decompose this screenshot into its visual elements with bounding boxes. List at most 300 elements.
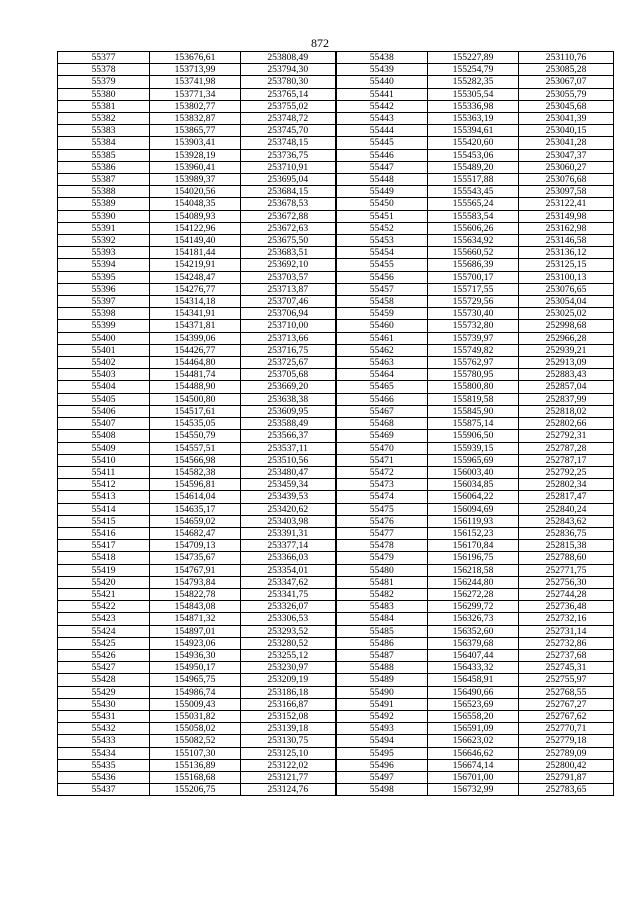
table-row (58, 405, 614, 417)
x-coordinate-right-cell: 156732,99 (428, 784, 519, 796)
y-coordinate-left-cell: 253377,14 (241, 540, 336, 552)
point-number-left-cell: 55395 (58, 271, 150, 283)
table-row (58, 710, 614, 722)
x-coordinate-right-cell: 155420,60 (428, 137, 519, 149)
table-row (58, 454, 614, 466)
table-row (58, 125, 614, 137)
y-coordinate-right-cell: 252783,65 (519, 784, 614, 796)
y-coordinate-right-cell: 252800,42 (519, 759, 614, 771)
point-number-left-cell: 55387 (58, 174, 150, 186)
table-row (58, 283, 614, 295)
x-coordinate-right-cell: 156094,69 (428, 503, 519, 515)
table-row (58, 235, 614, 247)
table-row (58, 210, 614, 222)
y-coordinate-right-cell: 252771,75 (519, 564, 614, 576)
point-number-right-cell: 55468 (336, 418, 428, 430)
y-coordinate-left-cell: 253755,02 (241, 100, 336, 112)
x-coordinate-left-cell: 154843,08 (150, 601, 241, 613)
y-coordinate-right-cell: 253122,41 (519, 198, 614, 210)
point-number-right-cell: 55489 (336, 674, 428, 686)
point-number-right-cell: 55475 (336, 503, 428, 515)
table-row (58, 186, 614, 198)
x-coordinate-right-cell: 155939,15 (428, 442, 519, 454)
point-number-left-cell: 55399 (58, 320, 150, 332)
y-coordinate-right-cell: 253149,98 (519, 210, 614, 222)
x-coordinate-right-cell: 155634,92 (428, 235, 519, 247)
coordinates-table-body (58, 52, 614, 796)
x-coordinate-left-cell: 155168,68 (150, 771, 241, 783)
point-number-right-cell: 55494 (336, 735, 428, 747)
table-row (58, 88, 614, 100)
x-coordinate-left-cell: 154822,78 (150, 588, 241, 600)
x-coordinate-right-cell: 156244,80 (428, 576, 519, 588)
y-coordinate-right-cell: 252817,47 (519, 491, 614, 503)
point-number-left-cell: 55420 (58, 576, 150, 588)
x-coordinate-right-cell: 155282,35 (428, 76, 519, 88)
x-coordinate-right-cell: 155749,82 (428, 344, 519, 356)
table-row (58, 161, 614, 173)
x-coordinate-left-cell: 153676,61 (150, 52, 241, 64)
coordinates-table (57, 51, 614, 796)
point-number-left-cell: 55394 (58, 259, 150, 271)
x-coordinate-left-cell: 154614,04 (150, 491, 241, 503)
table-row (58, 637, 614, 649)
y-coordinate-right-cell: 253055,79 (519, 88, 614, 100)
table-row (58, 174, 614, 186)
point-number-right-cell: 55478 (336, 540, 428, 552)
y-coordinate-right-cell: 253136,12 (519, 247, 614, 259)
point-number-left-cell: 55416 (58, 527, 150, 539)
x-coordinate-right-cell: 155565,24 (428, 198, 519, 210)
x-coordinate-right-cell: 155717,55 (428, 283, 519, 295)
x-coordinate-right-cell: 156152,23 (428, 527, 519, 539)
point-number-left-cell: 55429 (58, 686, 150, 698)
table-row (58, 442, 614, 454)
x-coordinate-right-cell: 156458,91 (428, 674, 519, 686)
y-coordinate-left-cell: 253420,62 (241, 503, 336, 515)
y-coordinate-right-cell: 252836,75 (519, 527, 614, 539)
x-coordinate-left-cell: 153741,98 (150, 76, 241, 88)
y-coordinate-left-cell: 253695,04 (241, 174, 336, 186)
x-coordinate-right-cell: 155780,95 (428, 369, 519, 381)
point-number-left-cell: 55392 (58, 235, 150, 247)
point-number-right-cell: 55449 (336, 186, 428, 198)
x-coordinate-right-cell: 155729,56 (428, 296, 519, 308)
point-number-right-cell: 55442 (336, 100, 428, 112)
point-number-right-cell: 55497 (336, 771, 428, 783)
y-coordinate-right-cell: 252767,62 (519, 710, 614, 722)
point-number-left-cell: 55386 (58, 161, 150, 173)
point-number-right-cell: 55464 (336, 369, 428, 381)
point-number-right-cell: 55446 (336, 149, 428, 161)
y-coordinate-left-cell: 253121,77 (241, 771, 336, 783)
y-coordinate-right-cell: 252787,28 (519, 442, 614, 454)
y-coordinate-left-cell: 253678,53 (241, 198, 336, 210)
y-coordinate-left-cell: 253166,87 (241, 698, 336, 710)
point-number-right-cell: 55488 (336, 662, 428, 674)
y-coordinate-left-cell: 253125,10 (241, 747, 336, 759)
y-coordinate-right-cell: 252732,86 (519, 637, 614, 649)
y-coordinate-right-cell: 252802,34 (519, 479, 614, 491)
x-coordinate-left-cell: 154276,77 (150, 283, 241, 295)
x-coordinate-right-cell: 155489,20 (428, 161, 519, 173)
x-coordinate-right-cell: 156326,73 (428, 613, 519, 625)
y-coordinate-left-cell: 253537,11 (241, 442, 336, 454)
x-coordinate-left-cell: 154596,81 (150, 479, 241, 491)
point-number-left-cell: 55412 (58, 479, 150, 491)
x-coordinate-right-cell: 155906,50 (428, 430, 519, 442)
y-coordinate-right-cell: 252837,99 (519, 393, 614, 405)
point-number-right-cell: 55486 (336, 637, 428, 649)
y-coordinate-right-cell: 252788,60 (519, 552, 614, 564)
y-coordinate-left-cell: 253745,70 (241, 125, 336, 137)
y-coordinate-right-cell: 253076,65 (519, 283, 614, 295)
y-coordinate-right-cell: 253125,15 (519, 259, 614, 271)
x-coordinate-right-cell: 156218,58 (428, 564, 519, 576)
x-coordinate-left-cell: 154986,74 (150, 686, 241, 698)
point-number-right-cell: 55467 (336, 405, 428, 417)
y-coordinate-right-cell: 252767,27 (519, 698, 614, 710)
y-coordinate-left-cell: 253705,68 (241, 369, 336, 381)
point-number-right-cell: 55491 (336, 698, 428, 710)
x-coordinate-left-cell: 154950,17 (150, 662, 241, 674)
y-coordinate-left-cell: 253707,46 (241, 296, 336, 308)
y-coordinate-right-cell: 252802,66 (519, 418, 614, 430)
point-number-right-cell: 55483 (336, 601, 428, 613)
x-coordinate-left-cell: 154735,67 (150, 552, 241, 564)
point-number-left-cell: 55377 (58, 52, 150, 64)
point-number-right-cell: 55498 (336, 784, 428, 796)
point-number-left-cell: 55435 (58, 759, 150, 771)
y-coordinate-left-cell: 253293,52 (241, 625, 336, 637)
point-number-right-cell: 55480 (336, 564, 428, 576)
y-coordinate-left-cell: 253152,08 (241, 710, 336, 722)
y-coordinate-left-cell: 253609,95 (241, 405, 336, 417)
point-number-right-cell: 55496 (336, 759, 428, 771)
y-coordinate-right-cell: 252745,31 (519, 662, 614, 674)
point-number-left-cell: 55408 (58, 430, 150, 442)
y-coordinate-left-cell: 253713,66 (241, 332, 336, 344)
table-row (58, 393, 614, 405)
y-coordinate-right-cell: 253054,04 (519, 296, 614, 308)
x-coordinate-right-cell: 156196,75 (428, 552, 519, 564)
point-number-right-cell: 55460 (336, 320, 428, 332)
point-number-right-cell: 55448 (336, 174, 428, 186)
point-number-left-cell: 55379 (58, 76, 150, 88)
table-row (58, 247, 614, 259)
y-coordinate-right-cell: 253110,76 (519, 52, 614, 64)
point-number-left-cell: 55406 (58, 405, 150, 417)
y-coordinate-right-cell: 253041,39 (519, 113, 614, 125)
y-coordinate-right-cell: 252792,25 (519, 466, 614, 478)
x-coordinate-right-cell: 156433,32 (428, 662, 519, 674)
x-coordinate-left-cell: 154020,56 (150, 186, 241, 198)
y-coordinate-right-cell: 252744,28 (519, 588, 614, 600)
y-coordinate-left-cell: 253710,00 (241, 320, 336, 332)
x-coordinate-right-cell: 155686,39 (428, 259, 519, 271)
x-coordinate-right-cell: 155363,19 (428, 113, 519, 125)
x-coordinate-right-cell: 155730,40 (428, 308, 519, 320)
x-coordinate-left-cell: 155082,52 (150, 735, 241, 747)
point-number-right-cell: 55447 (336, 161, 428, 173)
point-number-right-cell: 55445 (336, 137, 428, 149)
table-row (58, 113, 614, 125)
point-number-right-cell: 55490 (336, 686, 428, 698)
x-coordinate-left-cell: 154635,17 (150, 503, 241, 515)
point-number-left-cell: 55400 (58, 332, 150, 344)
y-coordinate-left-cell: 253510,56 (241, 454, 336, 466)
table-row (58, 747, 614, 759)
y-coordinate-right-cell: 253162,98 (519, 222, 614, 234)
x-coordinate-right-cell: 156272,28 (428, 588, 519, 600)
y-coordinate-left-cell: 253672,88 (241, 210, 336, 222)
x-coordinate-left-cell: 154566,98 (150, 454, 241, 466)
x-coordinate-right-cell: 155517,88 (428, 174, 519, 186)
y-coordinate-right-cell: 252939,21 (519, 344, 614, 356)
table-row (58, 698, 614, 710)
table-row (58, 771, 614, 783)
x-coordinate-right-cell: 156352,60 (428, 625, 519, 637)
table-row (58, 259, 614, 271)
point-number-left-cell: 55380 (58, 88, 150, 100)
y-coordinate-left-cell: 253794,30 (241, 64, 336, 76)
y-coordinate-right-cell: 252792,31 (519, 430, 614, 442)
y-coordinate-left-cell: 253710,91 (241, 161, 336, 173)
y-coordinate-right-cell: 252768,55 (519, 686, 614, 698)
point-number-right-cell: 55454 (336, 247, 428, 259)
y-coordinate-left-cell: 253808,49 (241, 52, 336, 64)
point-number-right-cell: 55474 (336, 491, 428, 503)
x-coordinate-right-cell: 156379,68 (428, 637, 519, 649)
point-number-right-cell: 55438 (336, 52, 428, 64)
x-coordinate-left-cell: 155136,89 (150, 759, 241, 771)
table-row (58, 735, 614, 747)
point-number-right-cell: 55473 (336, 479, 428, 491)
y-coordinate-left-cell: 253748,72 (241, 113, 336, 125)
table-row (58, 588, 614, 600)
point-number-right-cell: 55492 (336, 710, 428, 722)
y-coordinate-left-cell: 253566,37 (241, 430, 336, 442)
point-number-left-cell: 55433 (58, 735, 150, 747)
y-coordinate-right-cell: 252755,97 (519, 674, 614, 686)
point-number-left-cell: 55388 (58, 186, 150, 198)
point-number-left-cell: 55396 (58, 283, 150, 295)
point-number-right-cell: 55466 (336, 393, 428, 405)
point-number-left-cell: 55391 (58, 222, 150, 234)
table-row (58, 552, 614, 564)
point-number-left-cell: 55401 (58, 344, 150, 356)
y-coordinate-left-cell: 253675,50 (241, 235, 336, 247)
x-coordinate-left-cell: 153960,41 (150, 161, 241, 173)
point-number-left-cell: 55419 (58, 564, 150, 576)
point-number-right-cell: 55463 (336, 357, 428, 369)
point-number-right-cell: 55459 (336, 308, 428, 320)
table-row (58, 674, 614, 686)
x-coordinate-right-cell: 155660,52 (428, 247, 519, 259)
table-row (58, 308, 614, 320)
point-number-left-cell: 55434 (58, 747, 150, 759)
point-number-right-cell: 55451 (336, 210, 428, 222)
point-number-left-cell: 55414 (58, 503, 150, 515)
y-coordinate-left-cell: 253692,10 (241, 259, 336, 271)
point-number-left-cell: 55381 (58, 100, 150, 112)
point-number-right-cell: 55465 (336, 381, 428, 393)
point-number-left-cell: 55425 (58, 637, 150, 649)
y-coordinate-left-cell: 253439,53 (241, 491, 336, 503)
point-number-left-cell: 55421 (58, 588, 150, 600)
x-coordinate-right-cell: 155819,58 (428, 393, 519, 405)
point-number-right-cell: 55444 (336, 125, 428, 137)
x-coordinate-right-cell: 156523,69 (428, 698, 519, 710)
table-row (58, 466, 614, 478)
point-number-right-cell: 55493 (336, 723, 428, 735)
y-coordinate-right-cell: 252737,68 (519, 649, 614, 661)
table-row (58, 491, 614, 503)
y-coordinate-right-cell: 253100,13 (519, 271, 614, 283)
y-coordinate-right-cell: 252857,04 (519, 381, 614, 393)
point-number-right-cell: 55477 (336, 527, 428, 539)
point-number-left-cell: 55382 (58, 113, 150, 125)
x-coordinate-left-cell: 153713,99 (150, 64, 241, 76)
point-number-right-cell: 55457 (336, 283, 428, 295)
y-coordinate-right-cell: 252736,48 (519, 601, 614, 613)
y-coordinate-right-cell: 252998,68 (519, 320, 614, 332)
y-coordinate-left-cell: 253403,98 (241, 515, 336, 527)
x-coordinate-right-cell: 155227,89 (428, 52, 519, 64)
x-coordinate-left-cell: 154341,91 (150, 308, 241, 320)
x-coordinate-right-cell: 155762,97 (428, 357, 519, 369)
y-coordinate-left-cell: 253669,20 (241, 381, 336, 393)
x-coordinate-left-cell: 155031,82 (150, 710, 241, 722)
table-row (58, 527, 614, 539)
x-coordinate-left-cell: 153865,77 (150, 125, 241, 137)
y-coordinate-left-cell: 253748,15 (241, 137, 336, 149)
y-coordinate-left-cell: 253124,76 (241, 784, 336, 796)
x-coordinate-left-cell: 154122,96 (150, 222, 241, 234)
point-number-left-cell: 55426 (58, 649, 150, 661)
table-row (58, 332, 614, 344)
x-coordinate-left-cell: 154426,77 (150, 344, 241, 356)
x-coordinate-right-cell: 156119,93 (428, 515, 519, 527)
y-coordinate-left-cell: 253230,97 (241, 662, 336, 674)
table-row (58, 198, 614, 210)
y-coordinate-left-cell: 253716,75 (241, 344, 336, 356)
y-coordinate-left-cell: 253684,15 (241, 186, 336, 198)
table-row (58, 64, 614, 76)
y-coordinate-left-cell: 253186,18 (241, 686, 336, 698)
point-number-right-cell: 55450 (336, 198, 428, 210)
point-number-left-cell: 55417 (58, 540, 150, 552)
y-coordinate-left-cell: 253122,02 (241, 759, 336, 771)
x-coordinate-left-cell: 154481,74 (150, 369, 241, 381)
table-row (58, 52, 614, 64)
x-coordinate-right-cell: 155845,90 (428, 405, 519, 417)
point-number-left-cell: 55415 (58, 515, 150, 527)
y-coordinate-right-cell: 252731,14 (519, 625, 614, 637)
point-number-left-cell: 55430 (58, 698, 150, 710)
y-coordinate-left-cell: 253366,03 (241, 552, 336, 564)
x-coordinate-left-cell: 154767,91 (150, 564, 241, 576)
table-row (58, 564, 614, 576)
point-number-right-cell: 55487 (336, 649, 428, 661)
x-coordinate-right-cell: 156003,40 (428, 466, 519, 478)
table-row (58, 625, 614, 637)
y-coordinate-right-cell: 253146,58 (519, 235, 614, 247)
table-row (58, 76, 614, 88)
x-coordinate-left-cell: 154248,47 (150, 271, 241, 283)
x-coordinate-right-cell: 156646,62 (428, 747, 519, 759)
y-coordinate-right-cell: 253040,15 (519, 125, 614, 137)
point-number-right-cell: 55455 (336, 259, 428, 271)
point-number-right-cell: 55484 (336, 613, 428, 625)
x-coordinate-right-cell: 155394,61 (428, 125, 519, 137)
point-number-left-cell: 55431 (58, 710, 150, 722)
point-number-left-cell: 55393 (58, 247, 150, 259)
x-coordinate-left-cell: 154399,06 (150, 332, 241, 344)
x-coordinate-right-cell: 155875,14 (428, 418, 519, 430)
point-number-right-cell: 55458 (336, 296, 428, 308)
y-coordinate-right-cell: 252815,38 (519, 540, 614, 552)
y-coordinate-right-cell: 253085,28 (519, 64, 614, 76)
point-number-right-cell: 55471 (336, 454, 428, 466)
x-coordinate-left-cell: 155206,75 (150, 784, 241, 796)
y-coordinate-right-cell: 253045,68 (519, 100, 614, 112)
y-coordinate-left-cell: 253209,19 (241, 674, 336, 686)
point-number-right-cell: 55495 (336, 747, 428, 759)
x-coordinate-left-cell: 154371,81 (150, 320, 241, 332)
point-number-right-cell: 55456 (336, 271, 428, 283)
y-coordinate-left-cell: 253139,18 (241, 723, 336, 735)
x-coordinate-left-cell: 154709,13 (150, 540, 241, 552)
y-coordinate-left-cell: 253354,01 (241, 564, 336, 576)
y-coordinate-right-cell: 253060,27 (519, 161, 614, 173)
point-number-left-cell: 55423 (58, 613, 150, 625)
point-number-left-cell: 55424 (58, 625, 150, 637)
table-row (58, 576, 614, 588)
table-row (58, 320, 614, 332)
x-coordinate-left-cell: 153928,19 (150, 149, 241, 161)
x-coordinate-right-cell: 156407,44 (428, 649, 519, 661)
x-coordinate-left-cell: 155107,30 (150, 747, 241, 759)
y-coordinate-right-cell: 253076,68 (519, 174, 614, 186)
y-coordinate-left-cell: 253480,47 (241, 466, 336, 478)
table-row (58, 613, 614, 625)
x-coordinate-right-cell: 156064,22 (428, 491, 519, 503)
y-coordinate-left-cell: 253280,52 (241, 637, 336, 649)
y-coordinate-left-cell: 253255,12 (241, 649, 336, 661)
point-number-left-cell: 55418 (58, 552, 150, 564)
x-coordinate-left-cell: 154923,06 (150, 637, 241, 649)
point-number-right-cell: 55481 (336, 576, 428, 588)
x-coordinate-right-cell: 156299,72 (428, 601, 519, 613)
y-coordinate-left-cell: 253713,87 (241, 283, 336, 295)
y-coordinate-left-cell: 253391,31 (241, 527, 336, 539)
y-coordinate-left-cell: 253725,67 (241, 357, 336, 369)
y-coordinate-right-cell: 252787,17 (519, 454, 614, 466)
x-coordinate-left-cell: 154314,18 (150, 296, 241, 308)
y-coordinate-right-cell: 253067,07 (519, 76, 614, 88)
point-number-left-cell: 55398 (58, 308, 150, 320)
x-coordinate-right-cell: 155254,79 (428, 64, 519, 76)
table-row (58, 296, 614, 308)
x-coordinate-left-cell: 154500,80 (150, 393, 241, 405)
table-row (58, 222, 614, 234)
x-coordinate-right-cell: 156701,00 (428, 771, 519, 783)
point-number-left-cell: 55411 (58, 466, 150, 478)
y-coordinate-right-cell: 252966,28 (519, 332, 614, 344)
y-coordinate-left-cell: 253459,34 (241, 479, 336, 491)
y-coordinate-left-cell: 253736,75 (241, 149, 336, 161)
